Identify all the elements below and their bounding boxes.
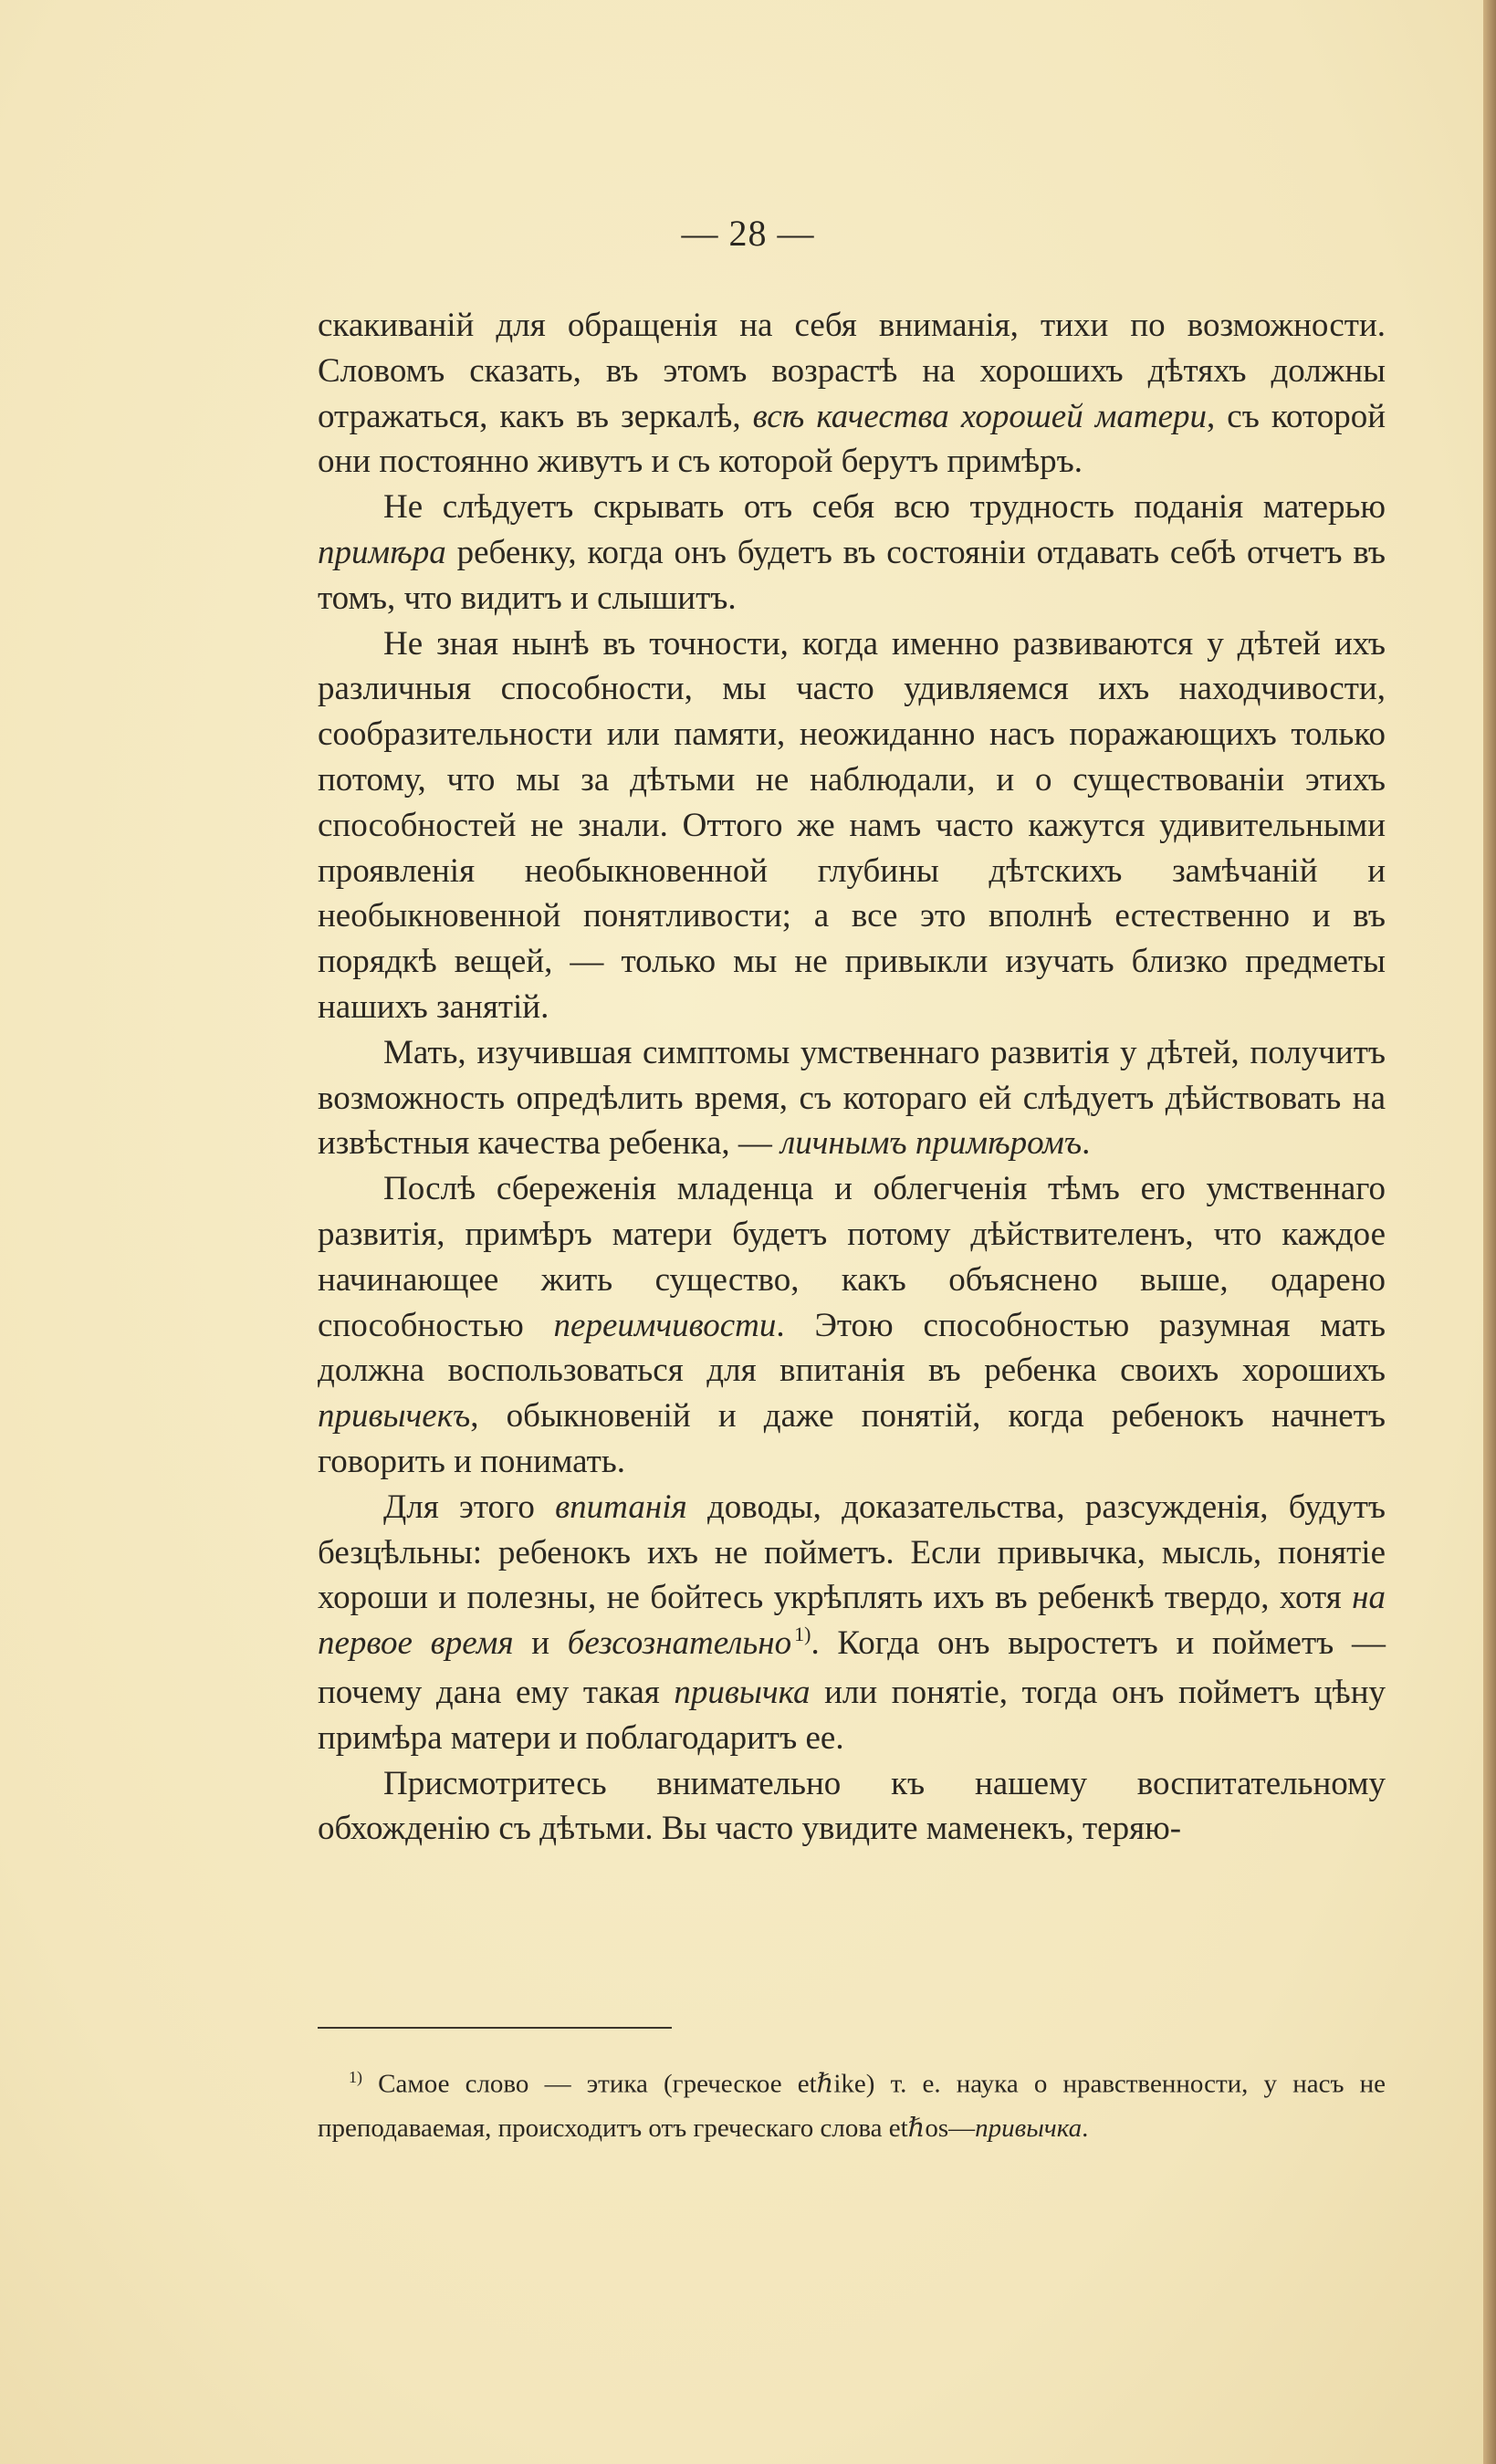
italic-emphasis: переимчивости	[553, 1306, 777, 1344]
body-text	[318, 303, 1386, 1852]
text-run: и	[513, 1624, 568, 1663]
footnote	[318, 2055, 1386, 2150]
paragraph-1	[318, 303, 1386, 485]
italic-emphasis: всѣ качества хорошей матери	[752, 397, 1207, 435]
text-run: доводы, доказательства, разсужденiя, будутъ безцѣльны: ребенокъ ихъ не пойметъ. Если привычка, мысль, понятiе хороши и полезны, не бойтесь укрѣплять ихъ въ ребенкѣ твердо, хотя	[318, 1488, 1386, 1617]
text-run: .	[1082, 2113, 1089, 2143]
italic-emphasis: личнымъ примѣромъ	[780, 1124, 1083, 1163]
footnote-reference: 1)	[794, 1623, 811, 1646]
page-number: — 28 —	[681, 213, 815, 254]
italic-emphasis: примѣра	[318, 533, 446, 571]
footnote-marker: 1)	[349, 2068, 362, 2086]
text-run: . Этою способностью разумная мать должна воспользоваться для впитанiя въ ребенка своихъ хорошихъ	[318, 1306, 1386, 1390]
italic-emphasis: привычекъ	[318, 1397, 471, 1436]
text-run: , обыкновенiй и даже понятiй, когда ребенокъ начнетъ говорить и понимать.	[318, 1397, 1386, 1480]
footnote-rule	[318, 2027, 672, 2029]
paragraph-5	[318, 1166, 1386, 1485]
italic-emphasis: безсознательно	[567, 1624, 792, 1663]
page-edge	[1483, 0, 1496, 2464]
text-run: скакиванiй для обращенiя на себя вниманiя, тихи по возможности. Словомъ сказать, въ этомъ возрастѣ на хорошихъ дѣтяхъ должны отражаться, какъ въ зеркалѣ,	[318, 307, 1386, 435]
text-run: Самое слово — этика (греческое etℏike) т. е. наука о нравственности, у насъ не преподаваемая, происходитъ отъ греческаго слова etℏos—	[318, 2069, 1386, 2143]
text-run: Мать, изучившая симптомы умственнаго развитiя у дѣтей, получитъ возможность опредѣлить время, съ котораго ей слѣдуетъ дѣйствовать на извѣстныя качества ребенка, —	[318, 1033, 1386, 1163]
paragraph-6	[318, 1485, 1386, 1761]
paragraph-3	[318, 621, 1386, 1030]
italic-emphasis: на первое время	[318, 1579, 1386, 1663]
text-run: Не слѣдуетъ скрывать отъ себя всю трудность поданiя матерью	[383, 488, 1386, 527]
text-run: Присмотритесь внимательно къ нашему воспитательному обхожденiю съ дѣтьми. Вы часто увидите маменекъ, теряю-	[318, 1764, 1386, 1848]
footnote-text	[318, 2070, 1386, 2143]
italic-emphasis: привычка	[674, 1673, 811, 1711]
text-run: Послѣ сбереженiя младенца и облегченiя тѣмъ его умственнаго развитiя, примѣръ матери будетъ потому дѣйствителенъ, что каждое начинающее жить существо, какъ объяснено выше, одарено способностью	[318, 1170, 1386, 1344]
italic-emphasis: впитанiя	[555, 1488, 687, 1526]
paragraph-7	[318, 1761, 1386, 1853]
text-run: .	[1082, 1124, 1091, 1163]
text-run: Для этого	[383, 1488, 556, 1526]
paragraph-4	[318, 1030, 1386, 1166]
italic-emphasis: привычка	[975, 2113, 1083, 2143]
paragraph-2	[318, 485, 1386, 621]
text-run: ребенку, когда онъ будетъ въ состоянiи отдавать себѣ отчетъ въ томъ, что видитъ и слышитъ.	[318, 533, 1386, 617]
text-run: Не зная нынѣ въ точности, когда именно развиваются у дѣтей ихъ различныя способности, мы часто удивляемся ихъ находчивости, сообразительности или памяти, неожиданно насъ поражающихъ только потому, что мы за дѣтьми не наблюдали, и о существованiи этихъ способностей не знали. Оттого же намъ часто кажутся удивительными проявленiя необыкновенной глубины дѣтскихъ замѣчанiй и необыкновенной понятливости; а все это вполнѣ естественно и въ порядкѣ вещей, — только мы не привыкли изучать близко предметы нашихъ занятiй.	[318, 624, 1386, 1026]
text-run: . Когда онъ выростетъ и пойметъ — почему дана ему такая	[318, 1624, 1386, 1711]
text-run: , съ которой они постоянно живутъ и съ которой берутъ примѣръ.	[318, 397, 1386, 481]
text-run: или понятiе, тогда онъ пойметъ цѣну примѣра матери и поблагодаритъ ее.	[318, 1673, 1386, 1757]
